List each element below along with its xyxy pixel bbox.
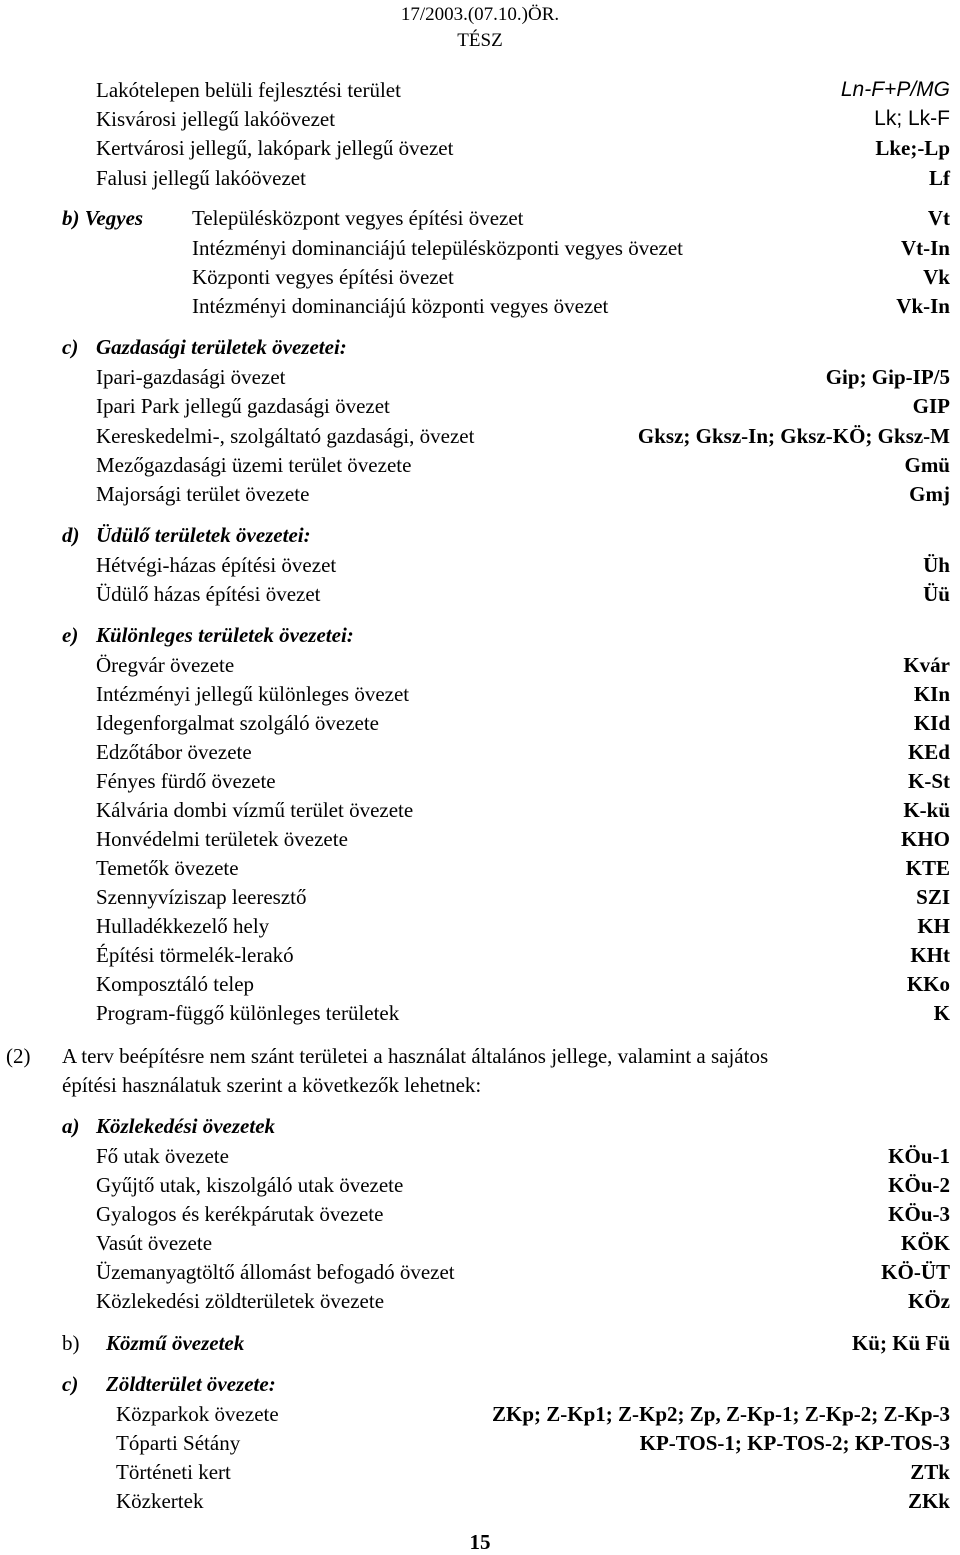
row-code: KÖu-2 xyxy=(888,1173,950,1197)
row-code: Gip; Gip-IP/5 xyxy=(825,365,950,389)
row-label: Gyalogos és kerékpárutak övezete xyxy=(96,1202,384,1226)
row-code: ZKk xyxy=(907,1489,950,1513)
section-heading: Közmű övezetek xyxy=(106,1331,245,1355)
paragraph-line: A terv beépítésre nem szánt területei a használat általános jellege, valamint a sajátos xyxy=(62,1044,769,1068)
section-heading: Zöldterület övezete: xyxy=(106,1372,276,1396)
header-ref: 17/2003.(07.10.)ÖR. xyxy=(400,4,560,25)
row-code: SZI xyxy=(916,885,950,909)
row-code: Gmj xyxy=(909,482,950,506)
row-code: KP-TOS-1; KP-TOS-2; KP-TOS-3 xyxy=(639,1431,950,1455)
row-code: Kü; Kü Fü xyxy=(851,1331,950,1355)
row-code: KTE xyxy=(905,856,950,880)
row-label: Ipari Park jellegű gazdasági övezet xyxy=(96,394,390,418)
row-code: KHO xyxy=(900,827,950,851)
row-label: Fő utak övezete xyxy=(96,1144,229,1168)
row-label: Településközpont vegyes építési övezet xyxy=(192,206,524,230)
row-code: GIP xyxy=(912,394,950,418)
row-code: KÖu-1 xyxy=(888,1144,950,1168)
row-code: ZKp; Z-Kp1; Z-Kp2; Zp, Z-Kp-1; Z-Kp-2; Z-Kp-3 xyxy=(492,1402,950,1426)
section-letter: a) xyxy=(62,1114,80,1138)
row-code: Lf xyxy=(929,166,950,190)
row-label: Komposztáló telep xyxy=(96,972,255,996)
row-code: KÖu-3 xyxy=(888,1202,950,1226)
row-label: Temetők övezete xyxy=(96,856,239,880)
row-code: Üü xyxy=(923,582,950,606)
row-code: Vk xyxy=(923,265,950,289)
row-label: Közkertek xyxy=(116,1489,204,1513)
row-code: Ln-F+P/MG xyxy=(840,78,950,101)
row-code: KEd xyxy=(907,740,950,764)
row-code: KÖz xyxy=(908,1289,950,1313)
row-code: Lke;-Lp xyxy=(875,136,950,160)
row-label: Építési törmelék-lerakó xyxy=(96,943,294,967)
row-label: Falusi jellegű lakóövezet xyxy=(96,166,306,190)
row-label: Kertvárosi jellegű, lakópark jellegű övezet xyxy=(96,136,454,160)
section-letter: c) xyxy=(62,1372,79,1396)
row-label: Öregvár övezete xyxy=(96,653,235,677)
section-heading: Különleges területek övezetei: xyxy=(96,623,354,647)
row-code: K xyxy=(933,1001,950,1025)
row-label: Szennyvíziszap leeresztő xyxy=(96,885,307,909)
row-label: Üzemanyagtöltő állomást befogadó övezet xyxy=(96,1260,455,1284)
row-label: Intézményi dominanciájú településközponti vegyes övezet xyxy=(192,236,683,260)
section-heading: Gazdasági területek övezetei: xyxy=(96,335,347,359)
row-label: Honvédelmi területek övezete xyxy=(96,827,348,851)
row-label: Kisvárosi jellegű lakóövezet xyxy=(96,107,336,131)
row-code: KKo xyxy=(906,972,950,996)
section-letter: d) xyxy=(62,523,80,547)
row-label: Hulladékkezelő hely xyxy=(96,914,270,938)
paragraph-line: építési használatuk szerint a következők lehetnek: xyxy=(62,1073,482,1097)
row-code: Gmü xyxy=(904,453,950,477)
row-code: KId xyxy=(913,711,950,735)
row-label: Közparkok övezete xyxy=(116,1402,279,1426)
row-code: Vk-In xyxy=(896,294,950,318)
section-letter: c) xyxy=(62,335,79,359)
row-code: K-St xyxy=(908,769,950,793)
row-label: Majorsági terület övezete xyxy=(96,482,310,506)
row-code: Üh xyxy=(923,553,950,577)
row-label: Fényes fürdő övezete xyxy=(96,769,276,793)
row-label: Közlekedési zöldterületek övezete xyxy=(96,1289,385,1313)
section-letter: b) Vegyes xyxy=(62,206,144,230)
section-letter: b) xyxy=(62,1331,80,1355)
row-label: Hétvégi-házas építési övezet xyxy=(96,553,337,577)
section-heading: Közlekedési övezetek xyxy=(96,1114,276,1138)
row-label: Idegenforgalmat szolgáló övezete xyxy=(96,711,379,735)
row-code: Gksz; Gksz-In; Gksz-KÖ; Gksz-M xyxy=(637,424,950,448)
row-code: K-kü xyxy=(903,798,950,822)
section-letter: e) xyxy=(62,623,79,647)
row-code: KÖK xyxy=(900,1231,950,1255)
row-label: Tóparti Sétány xyxy=(116,1431,241,1455)
row-label: Kálvária dombi vízmű terület övezete xyxy=(96,798,414,822)
row-label: Üdülő házas építési övezet xyxy=(96,582,321,606)
row-label: Edzőtábor övezete xyxy=(96,740,252,764)
row-label: Intézményi dominanciájú központi vegyes övezet xyxy=(192,294,609,318)
row-code: KHt xyxy=(910,943,950,967)
row-label: Kereskedelmi-, szolgáltató gazdasági, övezet xyxy=(96,424,475,448)
section-heading: Üdülő területek övezetei: xyxy=(96,523,311,547)
row-label: Gyűjtő utak, kiszolgáló utak övezete xyxy=(96,1173,404,1197)
row-code: ZTk xyxy=(910,1460,950,1484)
row-label: Intézményi jellegű különleges övezet xyxy=(96,682,410,706)
row-label: Mezőgazdasági üzemi terület övezete xyxy=(96,453,412,477)
row-label: Program-függő különleges területek xyxy=(96,1001,400,1025)
paragraph-number: (2) xyxy=(6,1044,31,1068)
row-label: Történeti kert xyxy=(116,1460,231,1484)
row-code: KIn xyxy=(913,682,950,706)
row-code: Kvár xyxy=(903,653,950,677)
header-tesz: TÉSZ xyxy=(457,30,503,51)
row-label: Vasút övezete xyxy=(96,1231,213,1255)
row-code: Vt xyxy=(927,206,950,230)
page-number: 15 xyxy=(469,1530,491,1554)
row-code: KÖ-ÜT xyxy=(881,1260,950,1284)
row-code: Lk; Lk-F xyxy=(874,107,950,130)
row-label: Ipari-gazdasági övezet xyxy=(96,365,286,389)
row-label: Központi vegyes építési övezet xyxy=(192,265,454,289)
row-label: Lakótelepen belüli fejlesztési terület xyxy=(96,78,401,102)
row-code: KH xyxy=(917,914,950,938)
row-code: Vt-In xyxy=(900,236,950,260)
